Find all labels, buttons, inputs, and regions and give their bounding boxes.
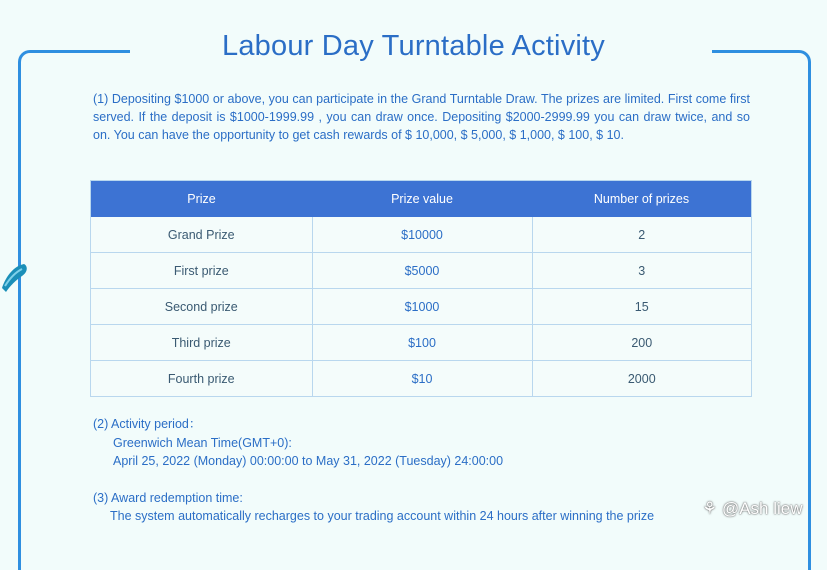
prize-value: $10000	[312, 217, 532, 253]
prize-value: $10	[312, 361, 532, 397]
column-header-prize-value: Prize value	[312, 181, 532, 218]
prize-name: First prize	[91, 253, 313, 289]
prize-value: $5000	[312, 253, 532, 289]
table-header-row	[91, 181, 752, 218]
prize-name: Fourth prize	[91, 361, 313, 397]
activity-period-range: April 25, 2022 (Monday) 00:00:00 to May 31, 2022 (Tuesday) 24:00:00	[113, 454, 504, 468]
prize-name: Grand Prize	[91, 217, 313, 253]
prize-name: Third prize	[91, 325, 313, 361]
prize-count: 3	[532, 253, 752, 289]
table-row	[91, 253, 752, 289]
intro-paragraph: (1) Depositing $1000 or above, you can participate in the Grand Turntable Draw. The prizes are limited. First come first served. If the deposit is $1000-1999.99 , you can draw once. Depositing $2000-2999.99 you can draw twice, and so on. You can have the opportunity to get cash rewards of $ 10,000, $ 5,000, $ 1,000, $ 100, $ 10.	[93, 92, 750, 142]
prize-table	[90, 180, 752, 397]
activity-period-heading: (2) Activity period：	[93, 417, 202, 431]
column-header-prize: Prize	[91, 181, 313, 218]
table-row	[91, 325, 752, 361]
watermark: ⚘ @Ash liew	[702, 499, 803, 518]
activity-period-timezone: Greenwich Mean Time(GMT+0):	[113, 436, 292, 450]
prize-count: 15	[532, 289, 752, 325]
page-title: Labour Day Turntable Activity	[222, 30, 605, 62]
prize-value: $100	[312, 325, 532, 361]
prize-name: Second prize	[91, 289, 313, 325]
column-header-number-of-prizes: Number of prizes	[532, 181, 752, 218]
prize-count: 200	[532, 325, 752, 361]
table-row	[91, 361, 752, 397]
prize-count: 2000	[532, 361, 752, 397]
table-row	[91, 289, 752, 325]
prize-value: $1000	[312, 289, 532, 325]
prize-count: 2	[532, 217, 752, 253]
redemption-text: The system automatically recharges to your trading account within 24 hours after winning the prize	[110, 509, 655, 523]
table-row	[91, 217, 752, 253]
side-ribbon-icon	[0, 258, 30, 296]
redemption-heading: (3) Award redemption time:	[93, 491, 243, 505]
